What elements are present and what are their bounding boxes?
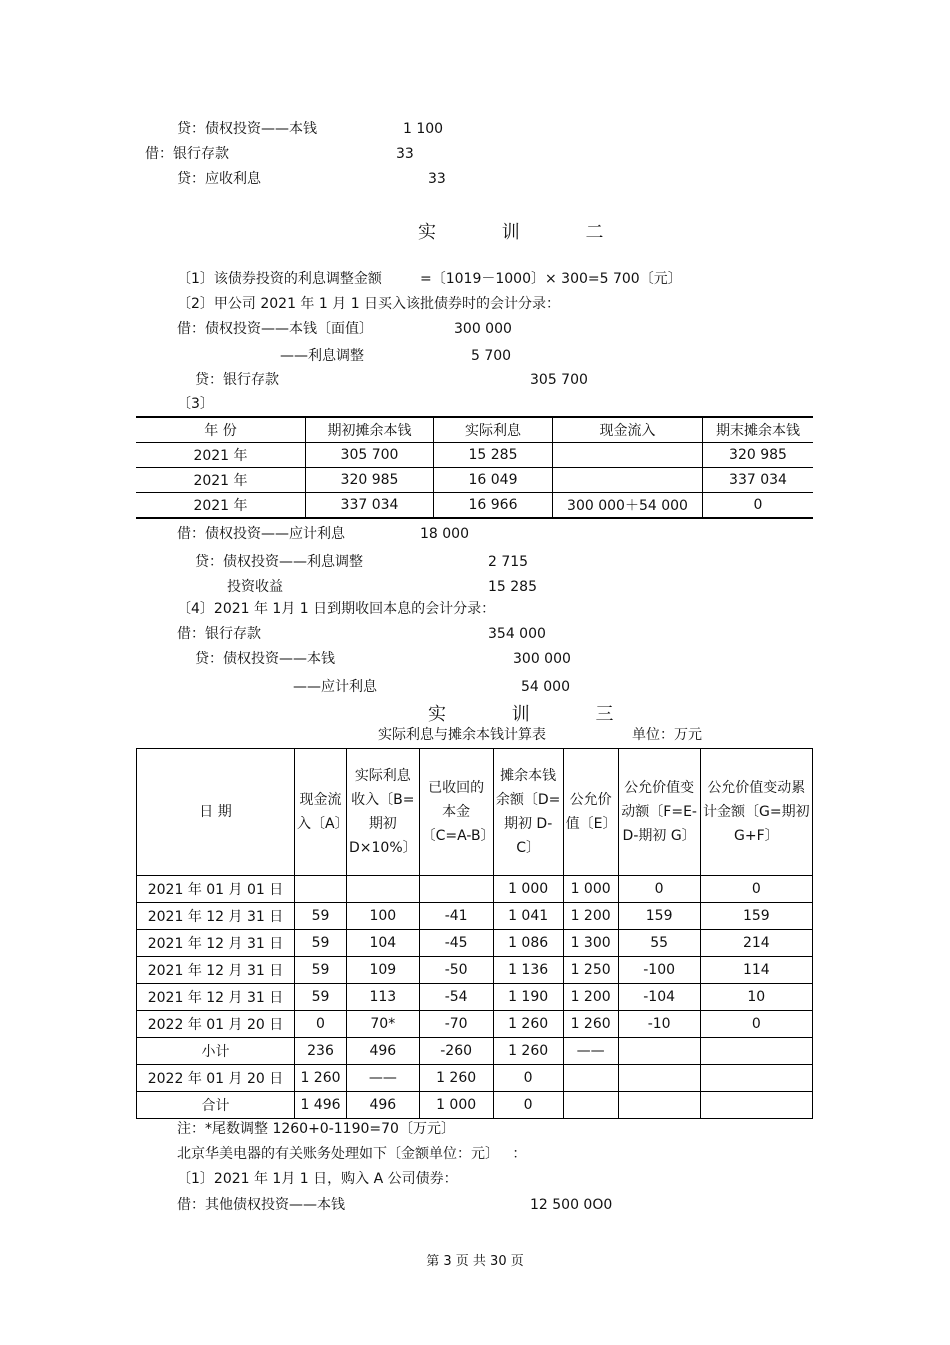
table-cell: 1 496 xyxy=(295,1092,347,1119)
s3-entry-1-amount: 12 500 0O0 xyxy=(530,1197,613,1213)
table-cell: 2022 年 01 月 20 日 xyxy=(137,1011,295,1038)
page-footer: 第 3 页 共 30 页 xyxy=(426,1254,524,1269)
s2-maturity-2-amount: 300 000 xyxy=(513,651,571,667)
table-cell: -70 xyxy=(419,1011,493,1038)
table-cell: 300 000＋54 000 xyxy=(553,493,703,519)
s2-line-2: 〔2〕甲公司 2021 年 1 月 1 日买入该批债券时的会计分录： xyxy=(177,296,561,312)
table-cell: 59 xyxy=(295,930,347,957)
table-cell: 2021 年 12 月 31 日 xyxy=(137,984,295,1011)
table-cell xyxy=(563,1092,618,1119)
table-cell: 114 xyxy=(700,957,812,984)
table-cell: 1 260 xyxy=(295,1065,347,1092)
table-cell: 104 xyxy=(347,930,420,957)
table-header-cell: 期初摊余本钱 xyxy=(306,417,434,443)
table-cell: -45 xyxy=(419,930,493,957)
s2-entry-2-amount: 5 700 xyxy=(471,348,512,364)
s2-maturity-2-label: 贷：债权投资——本钱 xyxy=(195,651,335,667)
table-cell: 0 xyxy=(700,876,812,903)
s2-journal-3-amount: 15 285 xyxy=(488,579,537,595)
table-cell: 1 000 xyxy=(419,1092,493,1119)
table-row xyxy=(137,903,813,930)
table-cell: 59 xyxy=(295,957,347,984)
table-cell: 16 966 xyxy=(434,493,553,519)
table-cell xyxy=(563,1065,618,1092)
s3-intro: 北京华美电器的有关账务处理如下〔金额单位：元〕 ： xyxy=(177,1146,527,1162)
s2-entry-2-label: ——利息调整 xyxy=(280,348,364,364)
table-header-row xyxy=(136,417,813,443)
table-cell: 1 260 xyxy=(493,1038,563,1065)
table-cell: 1 250 xyxy=(563,957,618,984)
table-cell: -100 xyxy=(618,957,700,984)
table-row xyxy=(136,493,813,519)
table-cell xyxy=(700,1065,812,1092)
s3-table-caption: 实际利息与摊余本钱计算表 xyxy=(378,727,546,743)
table-cell: 15 285 xyxy=(434,443,553,468)
table-cell: 2021 年 xyxy=(136,443,306,468)
table-header-cell: 公允价值变动累计金额〔G=期初 G+F〕 xyxy=(700,749,812,876)
s2-journal-1-amount: 18 000 xyxy=(420,526,469,542)
table-cell: 2021 年 xyxy=(136,493,306,519)
table-cell: 159 xyxy=(618,903,700,930)
table-row xyxy=(137,1011,813,1038)
table-cell xyxy=(618,1065,700,1092)
table-cell: -50 xyxy=(419,957,493,984)
table-cell xyxy=(618,1092,700,1119)
top-line-3-amount: 33 xyxy=(428,171,446,187)
table-cell: 1 086 xyxy=(493,930,563,957)
table-cell: 70* xyxy=(347,1011,420,1038)
s2-entry-3-amount: 305 700 xyxy=(530,372,588,388)
top-line-3-label: 贷：应收利息 xyxy=(177,171,261,187)
table-cell: -104 xyxy=(618,984,700,1011)
table-cell: 2021 年 xyxy=(136,468,306,493)
table-row xyxy=(137,1092,813,1119)
s3-entry-1-label: 借：其他债权投资——本钱 xyxy=(177,1197,345,1213)
table-row xyxy=(137,876,813,903)
s2-line-3: 〔3〕 xyxy=(177,396,214,412)
table-cell: 0 xyxy=(618,876,700,903)
table-cell: 2021 年 01 月 01 日 xyxy=(137,876,295,903)
table-header-cell: 现金流入〔A〕 xyxy=(295,749,347,876)
s2-line-4: 〔4〕2021 年 1月 1 日到期收回本息的会计分录： xyxy=(177,601,496,617)
table-cell xyxy=(553,468,703,493)
table-header-cell: 年 份 xyxy=(136,417,306,443)
table-header-row xyxy=(137,749,813,876)
table-cell: 0 xyxy=(700,1011,812,1038)
table-cell: 2022 年 01 月 20 日 xyxy=(137,1065,295,1092)
table-cell: 0 xyxy=(493,1092,563,1119)
table-header-cell: 实际利息收入〔B=期初 D×10%〕 xyxy=(347,749,420,876)
table-cell: —— xyxy=(563,1038,618,1065)
table-cell: 59 xyxy=(295,984,347,1011)
table-cell xyxy=(700,1092,812,1119)
s2-line-1b: =〔1019－1000〕× 300=5 700〔元〕 xyxy=(420,271,682,287)
table-cell: 1 190 xyxy=(493,984,563,1011)
table-cell: 0 xyxy=(703,493,814,519)
table-cell: 59 xyxy=(295,903,347,930)
s2-line-1a: 〔1〕该债券投资的利息调整金额 xyxy=(177,271,382,287)
table-cell: 0 xyxy=(295,1011,347,1038)
s2-journal-1-label: 借：债权投资——应计利息 xyxy=(177,526,345,542)
table-cell: 1 136 xyxy=(493,957,563,984)
table-header-cell: 现金流入 xyxy=(553,417,703,443)
s2-entry-1-label: 借：债权投资——本钱〔面值〕 xyxy=(177,321,373,337)
table-cell: 305 700 xyxy=(306,443,434,468)
s2-journal-2-amount: 2 715 xyxy=(488,554,529,570)
table-cell xyxy=(295,876,347,903)
table-cell: 1 041 xyxy=(493,903,563,930)
table-header-cell: 已收回的本金〔C=A-B〕 xyxy=(419,749,493,876)
table-cell: 496 xyxy=(347,1092,420,1119)
table-cell: 10 xyxy=(700,984,812,1011)
table-cell: 1 000 xyxy=(563,876,618,903)
table-row xyxy=(137,930,813,957)
table-row xyxy=(137,957,813,984)
table-cell: -10 xyxy=(618,1011,700,1038)
table-cell: 113 xyxy=(347,984,420,1011)
table-header-cell: 摊余本钱余额〔D=期初 D-C〕 xyxy=(493,749,563,876)
amortization-table xyxy=(136,416,813,519)
s2-maturity-1-amount: 354 000 xyxy=(488,626,546,642)
s3-unit: 单位：万元 xyxy=(632,727,702,743)
table-cell: 1 260 xyxy=(419,1065,493,1092)
table-cell: 2021 年 12 月 31 日 xyxy=(137,903,295,930)
table-cell: 159 xyxy=(700,903,812,930)
table-cell: -54 xyxy=(419,984,493,1011)
s3-note: 注：*尾数调整 1260+0-1190=70〔万元〕 xyxy=(177,1121,455,1137)
table-cell: 100 xyxy=(347,903,420,930)
table-cell: 1 200 xyxy=(563,903,618,930)
table-cell xyxy=(419,876,493,903)
table-cell xyxy=(700,1038,812,1065)
table-row xyxy=(137,984,813,1011)
s3-para-1: 〔1〕2021 年 1月 1 日，购入 A 公司债券： xyxy=(177,1171,458,1187)
top-line-2-amount: 33 xyxy=(396,146,414,162)
s2-maturity-1-label: 借：银行存款 xyxy=(177,626,261,642)
table-cell xyxy=(347,876,420,903)
section-3-heading: 实 训 三 xyxy=(428,704,644,725)
table-header-cell: 公允价值〔E〕 xyxy=(563,749,618,876)
s2-maturity-3-amount: 54 000 xyxy=(521,679,570,695)
table-cell: 320 985 xyxy=(306,468,434,493)
table-cell: -41 xyxy=(419,903,493,930)
table-row xyxy=(137,1038,813,1065)
table-cell: 320 985 xyxy=(703,443,814,468)
table-cell: 2021 年 12 月 31 日 xyxy=(137,957,295,984)
table-header-cell: 公允价值变动额〔F=E-D-期初 G〕 xyxy=(618,749,700,876)
table-cell xyxy=(618,1038,700,1065)
table-cell: 合计 xyxy=(137,1092,295,1119)
table-cell: 337 034 xyxy=(306,493,434,519)
table-cell xyxy=(553,443,703,468)
table-cell: 1 260 xyxy=(493,1011,563,1038)
table-cell: -260 xyxy=(419,1038,493,1065)
table-header-cell: 期末摊余本钱 xyxy=(703,417,814,443)
table-cell: 109 xyxy=(347,957,420,984)
s2-entry-1-amount: 300 000 xyxy=(454,321,512,337)
table-row xyxy=(136,468,813,493)
s2-journal-3-label: 投资收益 xyxy=(227,579,283,595)
fair-value-table xyxy=(136,748,813,1119)
table-row xyxy=(137,1065,813,1092)
table-cell: 337 034 xyxy=(703,468,814,493)
table-cell: 16 049 xyxy=(434,468,553,493)
table-cell: 0 xyxy=(493,1065,563,1092)
table-header-cell: 日 期 xyxy=(137,749,295,876)
table-cell: 214 xyxy=(700,930,812,957)
table-cell: 1 200 xyxy=(563,984,618,1011)
table-row xyxy=(136,443,813,468)
section-2-heading: 实 训 二 xyxy=(418,222,634,243)
table-cell: 496 xyxy=(347,1038,420,1065)
table-cell: 1 000 xyxy=(493,876,563,903)
table-cell: 2021 年 12 月 31 日 xyxy=(137,930,295,957)
s2-maturity-3-label: ——应计利息 xyxy=(293,679,377,695)
top-line-1-label: 贷：债权投资——本钱 xyxy=(177,121,317,137)
table-cell: 236 xyxy=(295,1038,347,1065)
table-header-cell: 实际利息 xyxy=(434,417,553,443)
table-cell: —— xyxy=(347,1065,420,1092)
top-line-1-amount: 1 100 xyxy=(403,121,444,137)
s2-journal-2-label: 贷：债权投资——利息调整 xyxy=(195,554,363,570)
top-line-2-label: 借：银行存款 xyxy=(145,146,229,162)
table-cell: 1 260 xyxy=(563,1011,618,1038)
table-cell: 小计 xyxy=(137,1038,295,1065)
table-cell: 55 xyxy=(618,930,700,957)
table-cell: 1 300 xyxy=(563,930,618,957)
s2-entry-3-label: 贷：银行存款 xyxy=(195,372,279,388)
